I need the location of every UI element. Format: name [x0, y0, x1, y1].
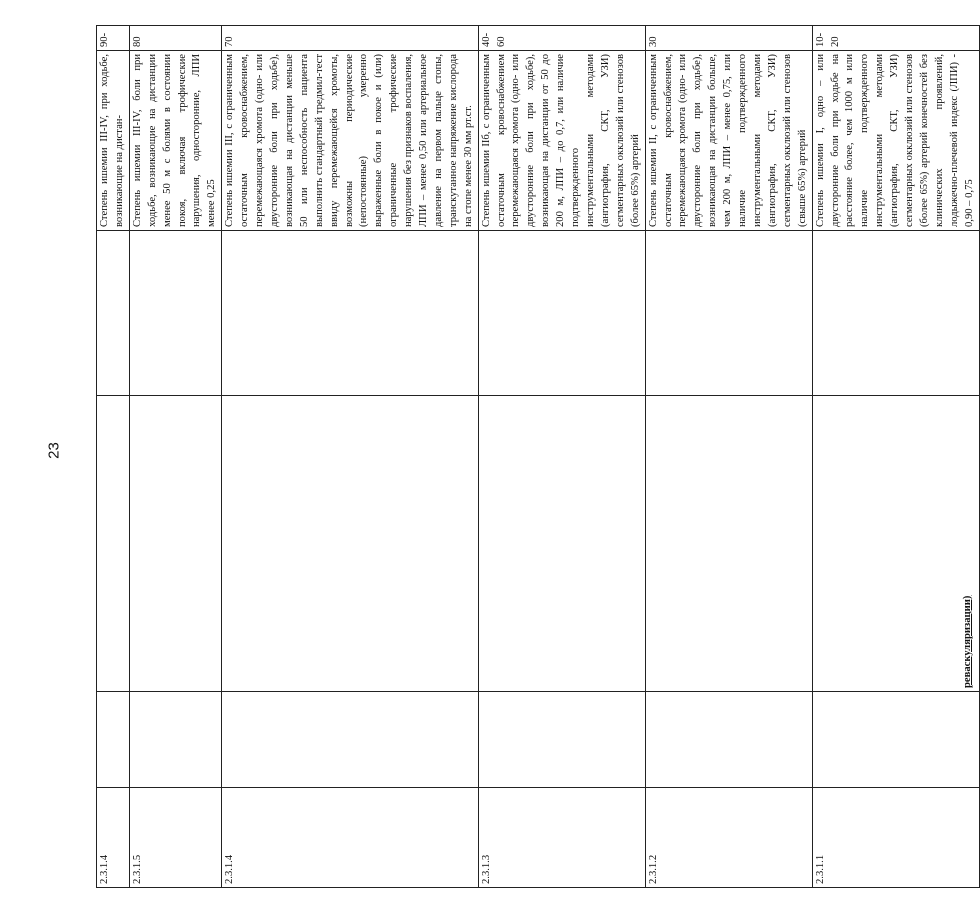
- row-code: 2.3.1.5: [129, 788, 221, 888]
- empty-cell: [478, 692, 645, 788]
- empty-cell: [129, 231, 221, 396]
- row-description: Степень ишемии IIб, с ограниченным остаточным кровоснабжением перемежающаяся хромота (одно- или двусторонние боли при ходьбе), возникающая на дистанции от 50 до 200 м, ЛПИ – до 0,7, или наличие подтвержденного инструментальными методами (ангиография, СКТ, УЗИ) сегментарных окклюзий или стенозов (более 65%) артерий: [478, 51, 645, 231]
- row-percent: 80: [129, 26, 221, 51]
- row-code: 2.3.1.3: [478, 788, 645, 888]
- empty-cell: [478, 231, 645, 396]
- empty-cell: [97, 396, 130, 692]
- empty-cell: [222, 231, 478, 396]
- row-percent: 10-20: [812, 26, 979, 51]
- table-row: [97, 26, 130, 888]
- row-code: 2.3.1.4: [222, 788, 478, 888]
- empty-cell: [129, 396, 221, 692]
- empty-cell: [478, 396, 645, 692]
- empty-cell: [222, 396, 478, 692]
- empty-cell: [97, 692, 130, 788]
- empty-cell: [812, 692, 979, 788]
- disability-criteria-table: [96, 25, 980, 888]
- rotated-table-container: [96, 26, 975, 888]
- header-note: реваскуляризации): [812, 396, 979, 692]
- row-percent: 70: [222, 26, 478, 51]
- row-description: Степень ишемии III-IV, при ходьбе, возникающие на дистан-: [97, 51, 130, 231]
- empty-cell: [645, 692, 812, 788]
- empty-cell: [222, 692, 478, 788]
- row-description: Степень ишемии I, одно – или двусторонние боли при ходьбе на расстояние более, чем 1000 м или наличие подтвержденного инструментальными методами (ангиография, СКТ, УЗИ) сегментарных окклюзий или стенозов (более 65%) артерий конечностей без клинических проявлений, лодыжечно-плечевой индекс (ЛПИ) - 0,90 – 0,75: [812, 51, 979, 231]
- row-description: Степень ишемии III-IV, боли при ходьбе, возникающие на дистанции менее 50 м с болями в состоянии покоя, включая трофические нарушения, односторонние, ЛПИ менее 0,25: [129, 51, 221, 231]
- empty-cell: [645, 231, 812, 396]
- row-code: 2.3.1.1: [812, 788, 979, 888]
- empty-cell: [812, 231, 979, 396]
- row-percent: 30: [645, 26, 812, 51]
- row-code: 2.3.1.4: [97, 788, 130, 888]
- empty-cell: [97, 231, 130, 396]
- table-row: [645, 26, 812, 888]
- table-row: [129, 26, 221, 888]
- row-percent: 40-60: [478, 26, 645, 51]
- row-code: 2.3.1.2: [645, 788, 812, 888]
- table-row: [812, 26, 979, 888]
- empty-cell: [129, 692, 221, 788]
- table-row: [478, 26, 645, 888]
- table-row: [222, 26, 478, 888]
- page-number: 23: [45, 442, 63, 459]
- row-percent: 90-: [97, 26, 130, 51]
- empty-cell: [645, 396, 812, 692]
- row-description: Степень ишемии III, с ограниченным остаточным кровоснабжением, перемежающаяся хромота (одно- или двусторонние боли при ходьбе), возникающая на дистанции меньше 50 или неспособность пациента выполнить стандартный тредмил-тест ввиду перемежающейся хромоты, возможны периодические (непостоянные) умеренно выраженные боли в покое и (или) ограниченные трофические нарушения без признаков воспаления, ЛПИ – менее 0,50 или артериальное давление на первом пальце стопы, транскутанное напряжение кислорода на стопе менее 30 мм рт.ст.: [222, 51, 478, 231]
- row-description: Степень ишемии II, с ограниченным остаточным кровоснабжением, перемежающаяся хромота (одно- или двусторонние боли при ходьбе), возникающая на дистанции больше, чем 200 м, ЛПИ – менее 0,75, или наличие подтвержденного инструментальными методами (ангиография, СКТ, УЗИ) сегментарных окклюзий или стенозов (свыше 65%) артерий: [645, 51, 812, 231]
